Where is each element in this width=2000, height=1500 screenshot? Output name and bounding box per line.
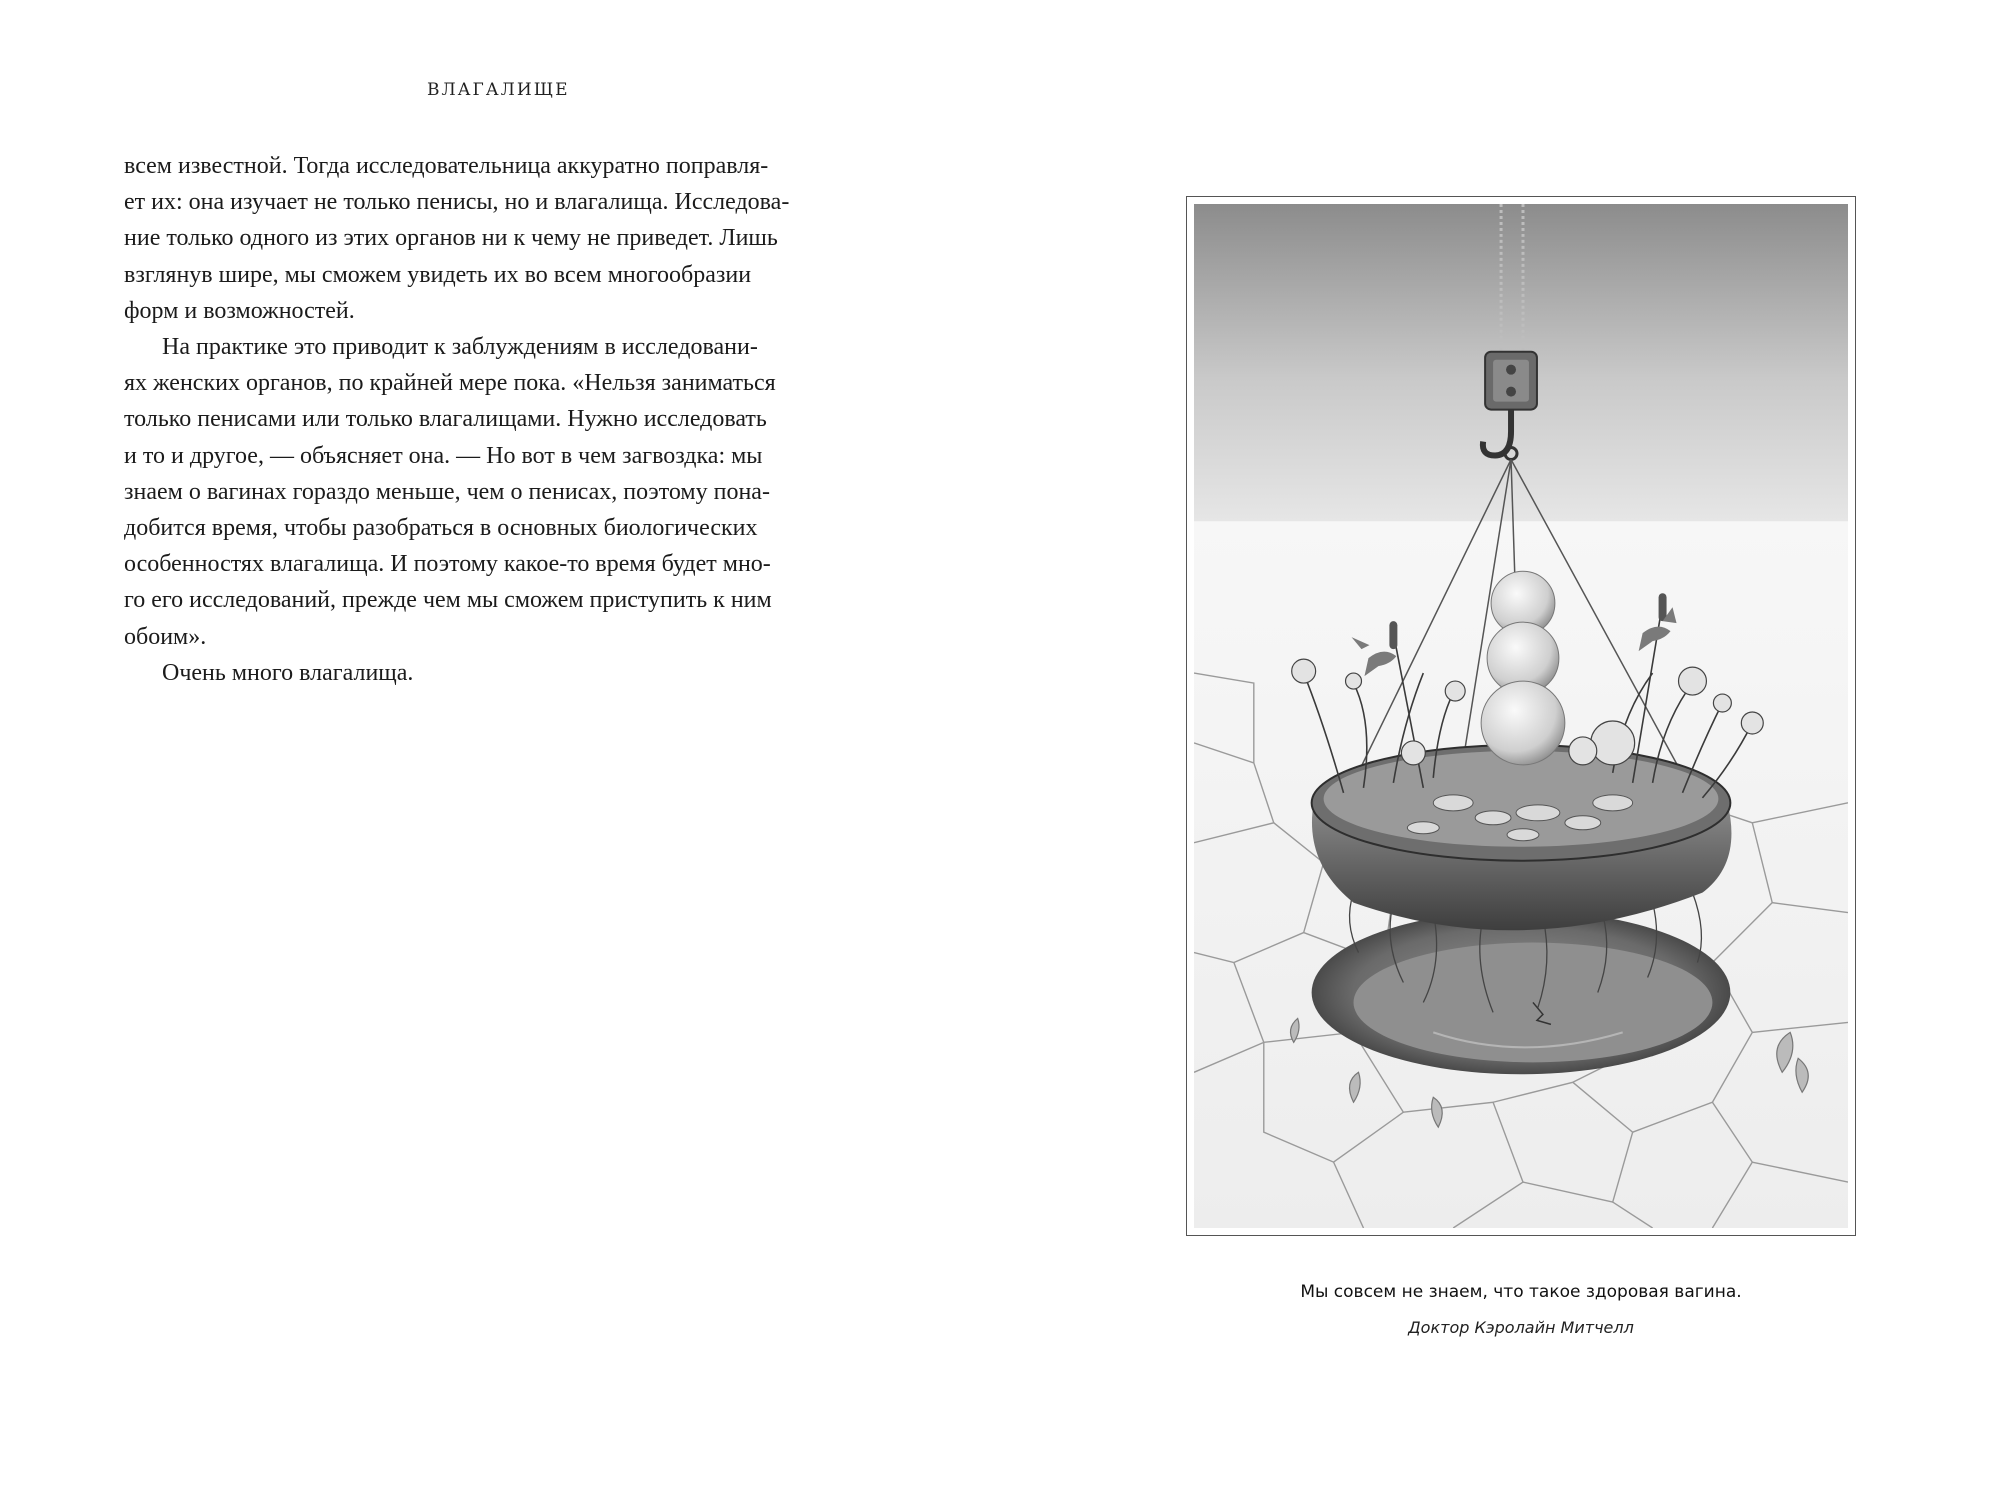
body-text [124, 148, 882, 691]
body-line: всем известной. Тогда исследовательница аккуратно поправля- [124, 153, 769, 179]
body-line: обоим». [124, 623, 207, 650]
body-line: ние только одного из этих органов ни к чему не приведет. Лишь [124, 225, 778, 252]
body-line: добится время, чтобы разобраться в основных биологических [124, 515, 758, 542]
body-line: ях женских органов, по крайней мере пока. «Нельзя заниматься [124, 370, 776, 397]
body-line: ет их: она изучает не только пенисы, но и влагалища. Исследова- [124, 189, 790, 216]
body-line: Очень много влагалища. [162, 659, 414, 686]
body-line: На практике это приводит к заблуждениям в исследовани- [162, 334, 758, 361]
body-line: го его исследований, прежде чем мы сможем приступить к ним [124, 587, 772, 614]
body-line: и то и другое, — объясняет она. — Но вот в чем загвоздка: мы [124, 442, 763, 469]
caption-quote: Мы совсем не знаем, что такое здоровая вагина. [1300, 1282, 1742, 1302]
body-line: особенностях влагалища. И поэтому какое-то время будет мно- [124, 551, 771, 578]
right-page [1000, 0, 2000, 1500]
illustration [1194, 204, 1848, 1228]
body-line: форм и возможностей. [124, 297, 355, 324]
body-line: только пенисами или только влагалищами. Нужно исследовать [124, 406, 767, 433]
body-line: знаем о вагинах гораздо меньше, чем о пенисах, поэтому пона- [124, 478, 770, 505]
body-line: взглянув шире, мы сможем увидеть их во всем многообразии [124, 261, 752, 288]
topiary-ball-bottom [1481, 681, 1565, 765]
caption-author: Доктор Кэролайн Митчелл [1408, 1318, 1634, 1337]
running-head: ВЛАГАЛИЩЕ [427, 80, 570, 100]
illustration-frame [1186, 196, 1856, 1236]
